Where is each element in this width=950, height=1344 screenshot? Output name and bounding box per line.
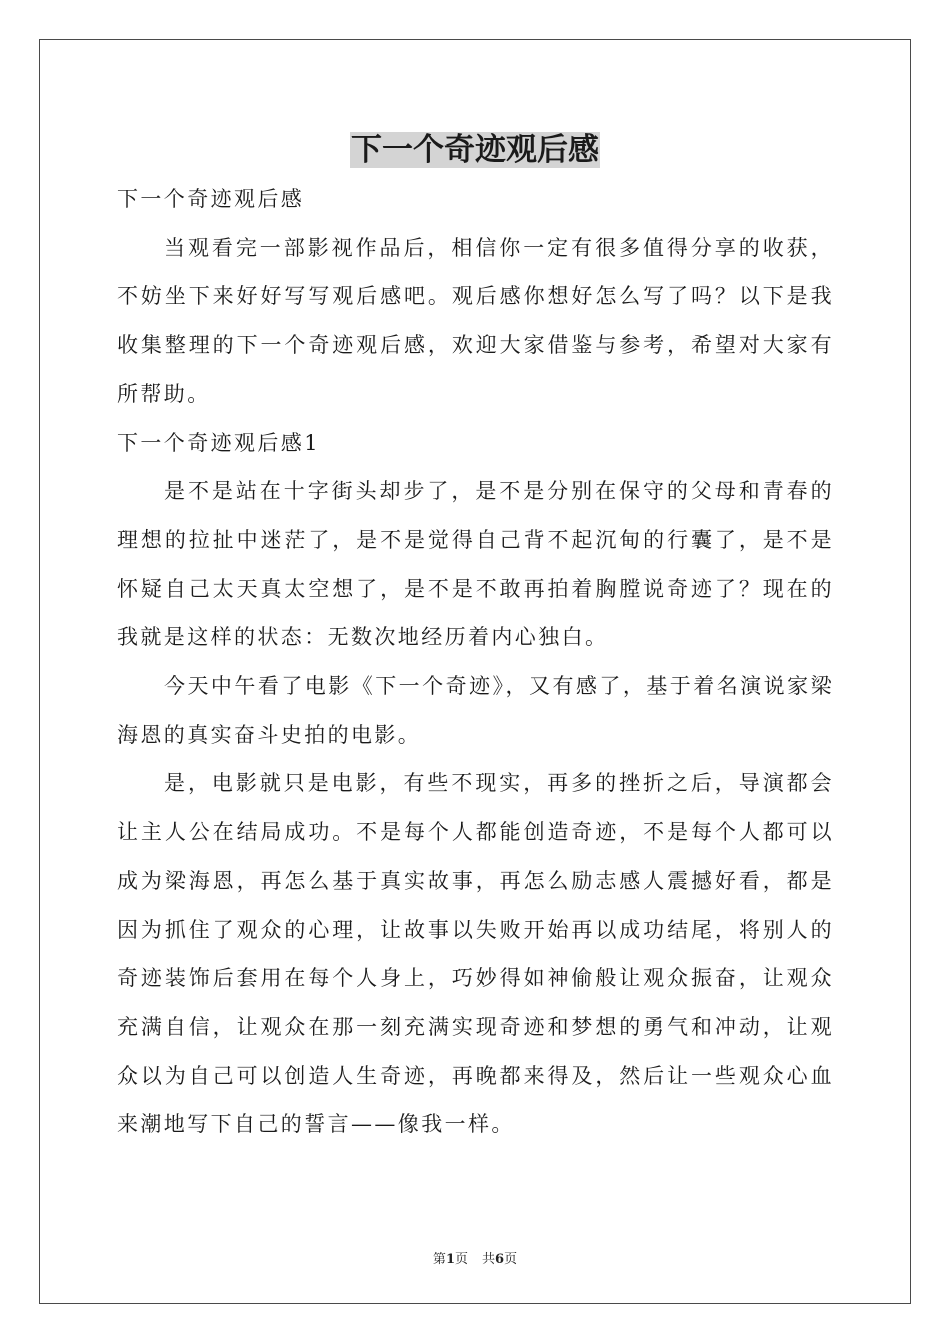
body-paragraph-3: 是，电影就只是电影，有些不现实，再多的挫折之后，导演都会让主人公在结局成功。不是每个人都能创造奇迹，不是每个人都可以成为梁海恩，再怎么基于真实故事，再怎么励志感人震撼好看，都是因为抓住了观众的心理，让故事以失败开始再以成功结尾，将别人的奇迹装饰后套用在每个人身上，巧妙得如神偷般让观众振奋，让观众充满自信，让观众在那一刻充满实现奇迹和梦想的勇气和冲动，让观众以为自己可以创造人生奇迹，再晚都来得及，然后让一些观众心血来潮地写下自己的誓言——像我一样。 [117,771,834,1137]
document-title [0,128,950,172]
document-body [117,175,834,1149]
document-title-text: 下一个奇迹观后感 [351,132,599,168]
body-paragraph-2: 今天中午看了电影《下一个奇迹》，又有感了，基于着名演说家梁海恩的真实奋斗史拍的电影。 [117,674,834,747]
page-number: 第1页 [432,1252,468,1267]
section-heading-1: 下一个奇迹观后感1 [117,430,320,455]
body-paragraph-1: 是不是站在十字街头却步了，是不是分别在保守的父母和青春的理想的拉扯中迷茫了，是不是觉得自己背不起沉甸的行囊了，是不是怀疑自己太天真太空想了，是不是不敢再拍着胸膛说奇迹了？现在的我就是这样的状态：无数次地经历着内心独白。 [117,479,834,650]
section-heading-intro: 下一个奇迹观后感 [117,187,305,211]
page-total: 共6页 [482,1252,518,1267]
page-footer [0,1248,950,1267]
intro-paragraph: 当观看完一部影视作品后，相信你一定有很多值得分享的收获，不妨坐下来好好写写观后感吧。观后感你想好怎么写了吗？以下是我收集整理的下一个奇迹观后感，欢迎大家借鉴与参考，希望对大家有所帮助。 [117,235,834,406]
